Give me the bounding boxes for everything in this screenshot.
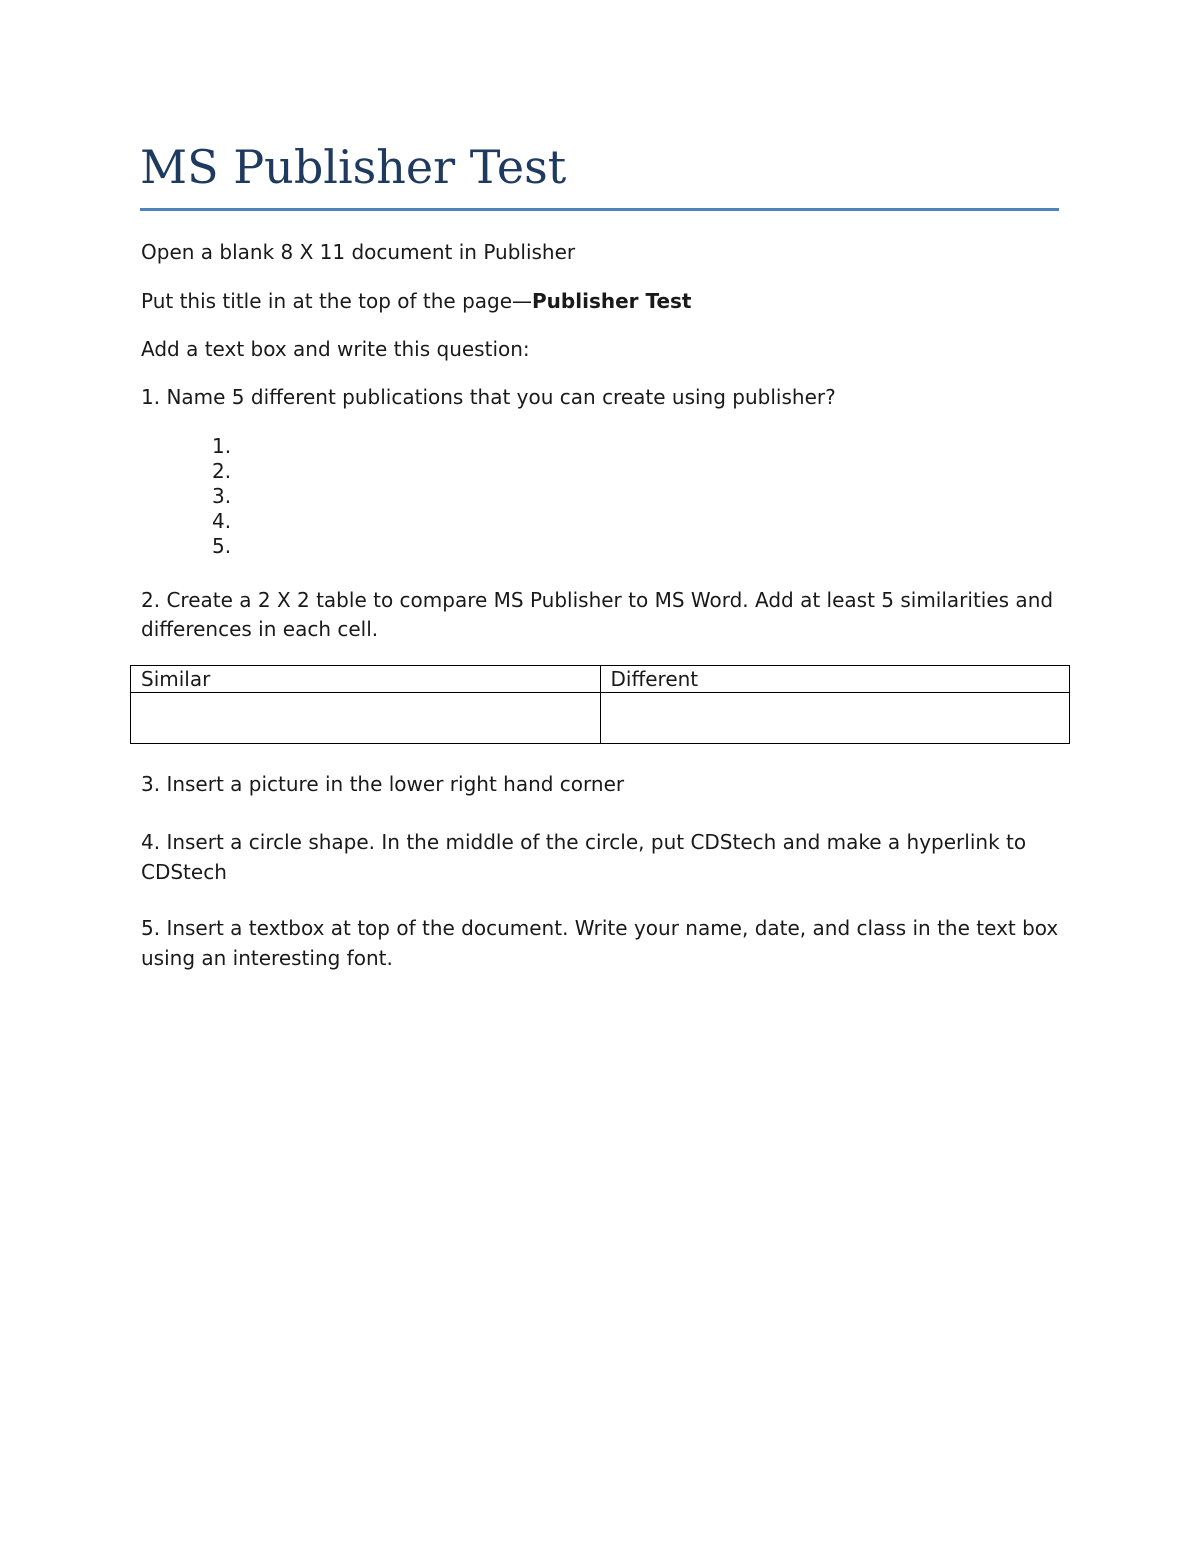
table-row: [131, 693, 1070, 744]
answer-list-item: 3.: [212, 484, 232, 508]
instruction-add-title-text: Put this title in at the top of the page—: [141, 289, 533, 313]
question-5: 5. Insert a textbox at top of the document. Write your name, date, and class in the text box using an interesting font.: [141, 916, 1059, 970]
title-underline-rule: [140, 208, 1059, 211]
comparison-table: [130, 665, 1070, 744]
instruction-add-title: [141, 286, 692, 316]
table-cell-similar: [131, 693, 601, 744]
instruction-add-textbox: Add a text box and write this question:: [141, 337, 530, 361]
table-header-similar: Similar: [131, 666, 601, 693]
answer-list-item: 2.: [212, 459, 232, 483]
question-1-answer-list: [212, 434, 231, 559]
instruction-open-document: Open a blank 8 X 11 document in Publisher: [141, 240, 576, 264]
table-header-row: [131, 666, 1070, 693]
question-3: 3. Insert a picture in the lower right hand corner: [141, 772, 625, 796]
table-cell-different: [600, 693, 1070, 744]
instruction-title-text-bold: Publisher Test: [532, 289, 692, 313]
document-title: MS Publisher Test: [140, 140, 567, 194]
table-header-different: Different: [600, 666, 1070, 693]
answer-list-item: 4.: [212, 509, 232, 533]
answer-list-item: 5.: [212, 534, 232, 558]
question-1: 1. Name 5 different publications that you can create using publisher?: [141, 385, 836, 409]
question-2: 2. Create a 2 X 2 table to compare MS Publisher to MS Word. Add at least 5 similarities and differences in each cell.: [141, 588, 1054, 641]
answer-list-item: 1.: [212, 434, 232, 458]
question-4: 4. Insert a circle shape. In the middle of the circle, put CDStech and make a hyperlink to CDStech: [141, 830, 1027, 884]
